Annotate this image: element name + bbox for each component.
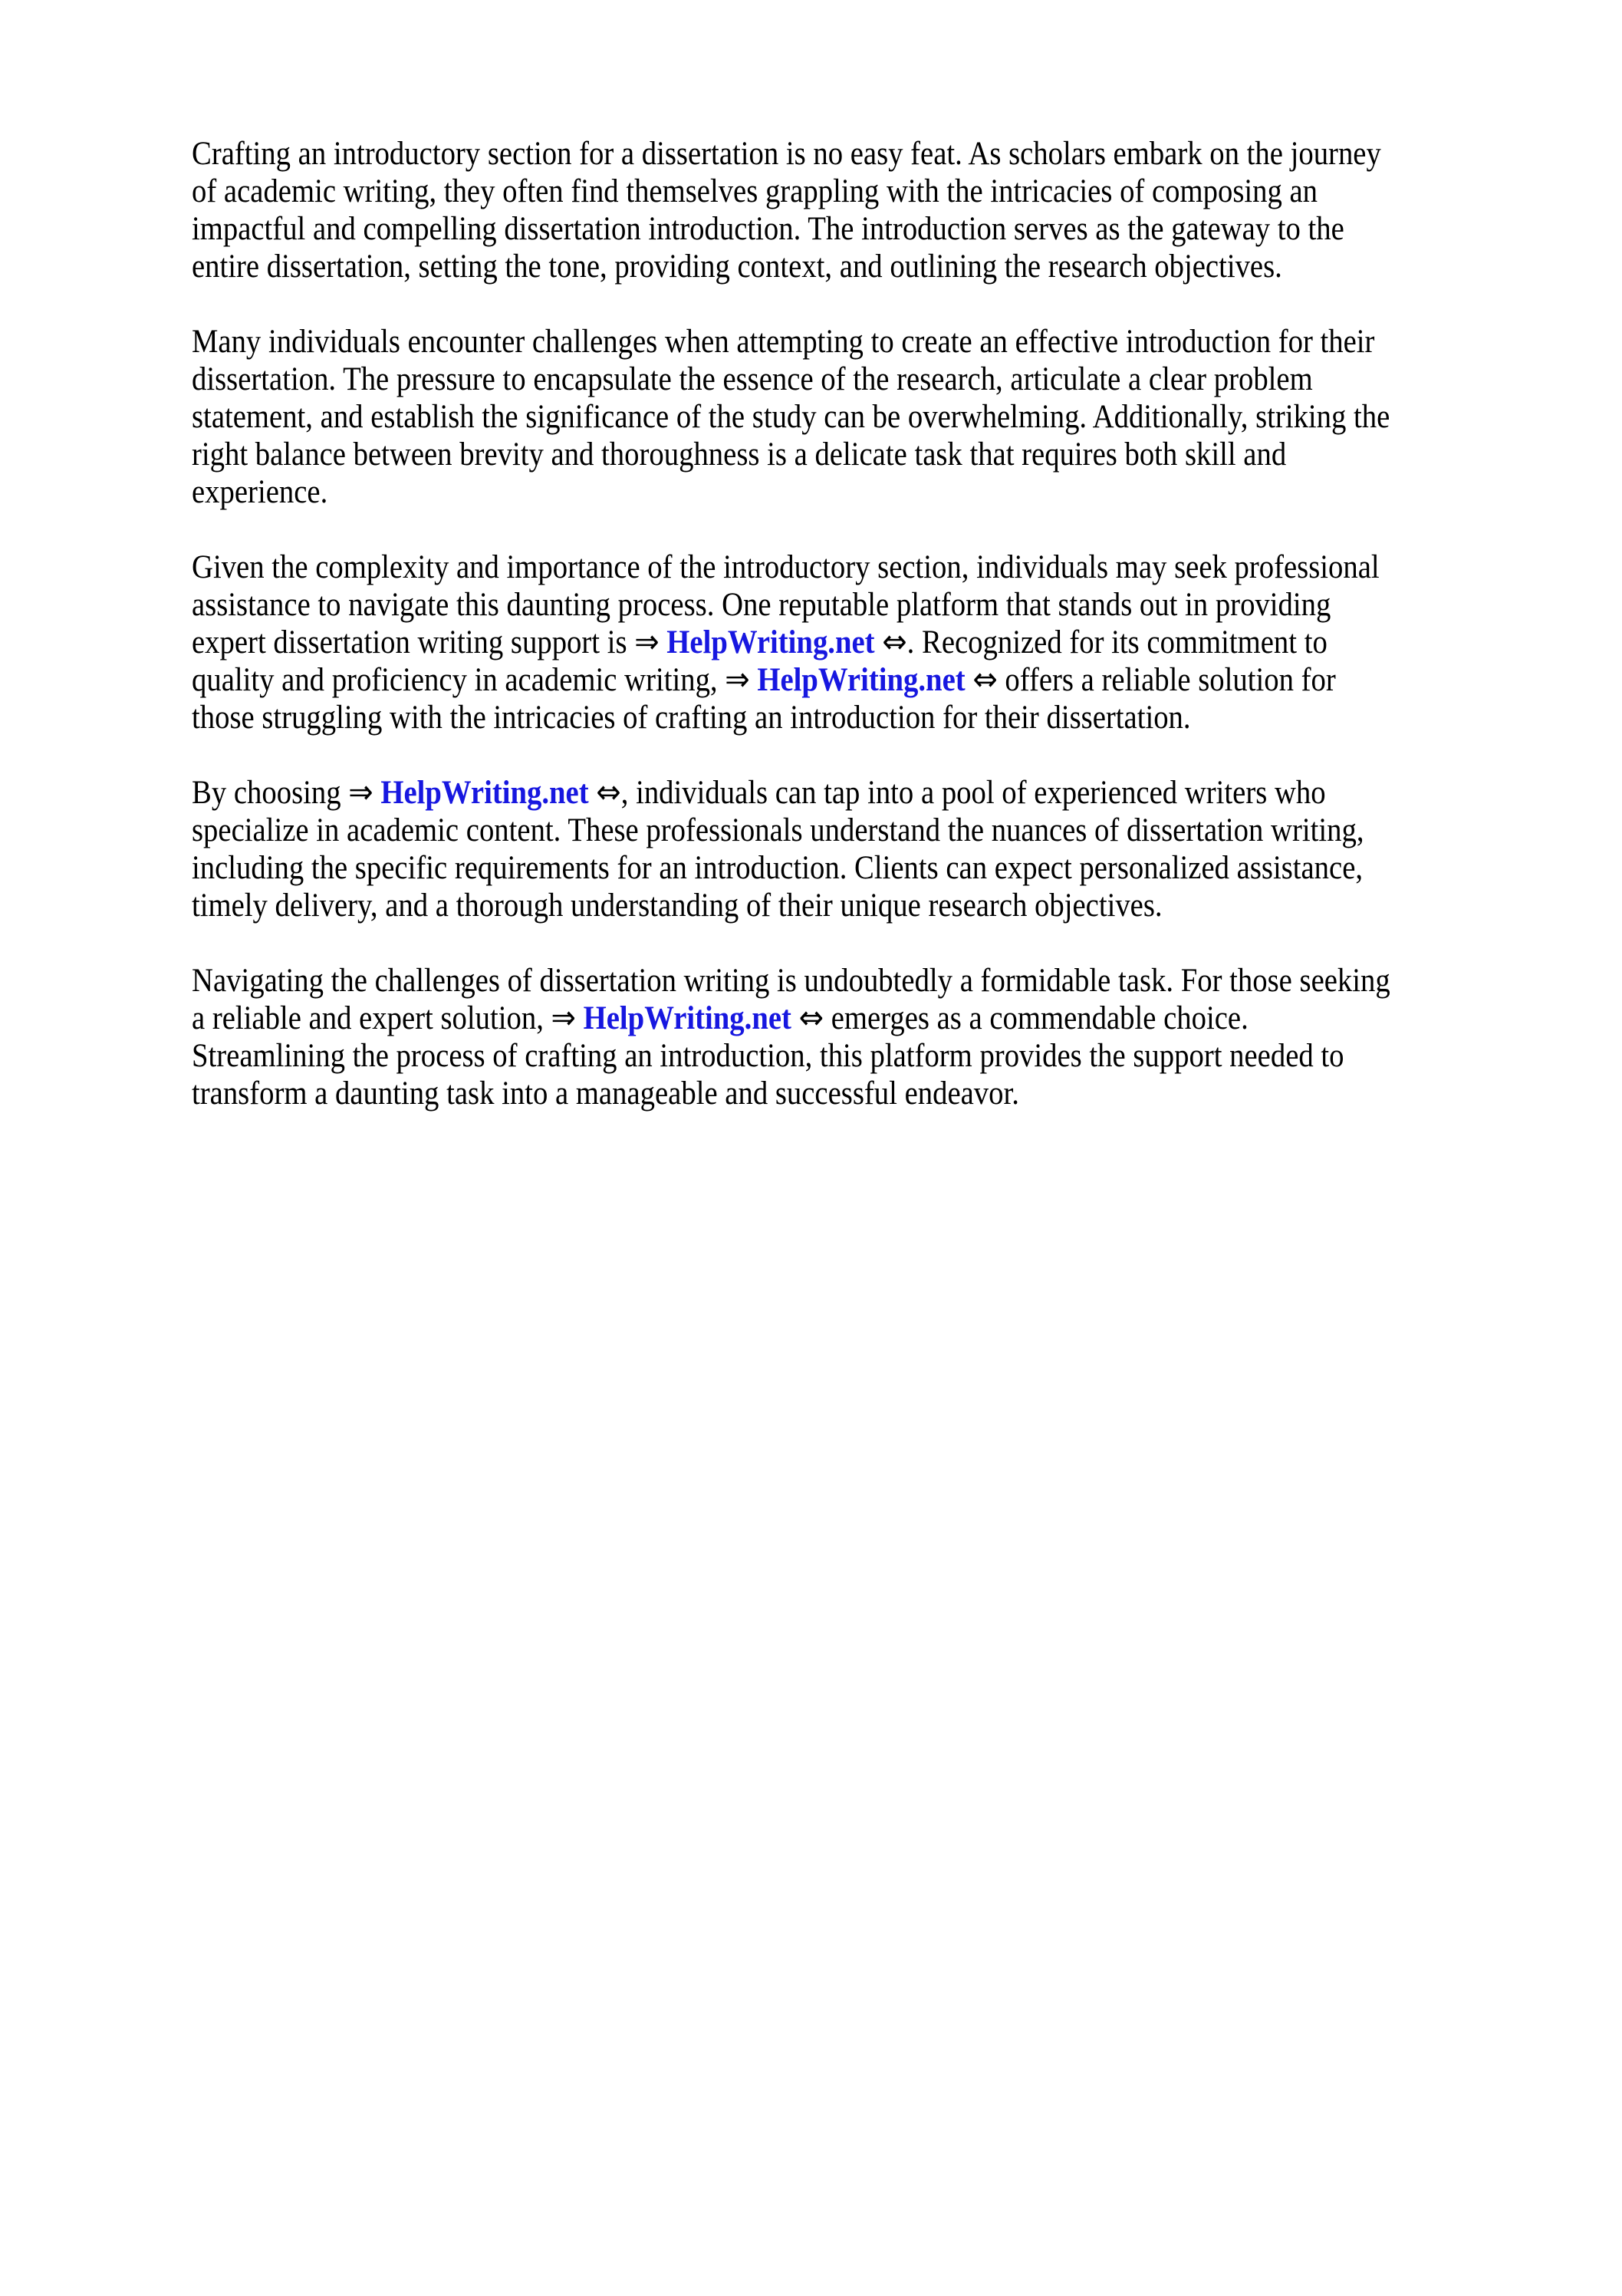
double-arrow-left-right-icon: ⇔ (972, 660, 998, 699)
text-line (192, 135, 1538, 173)
text-line (192, 361, 1538, 398)
body-text: those struggling with the intricacies of crafting an introduction for their dissertation. (192, 700, 1191, 736)
body-text: statement, and establish the significance of the study can be overwhelming. Additionally, striking the (192, 399, 1390, 435)
body-text: Crafting an introductory section for a dissertation is no easy feat. As scholars embark on the journey (192, 136, 1381, 172)
paragraph (192, 135, 1538, 285)
body-text: offers a reliable solution for (997, 662, 1336, 698)
double-arrow-right-icon: ⇒ (634, 623, 660, 661)
helpwriting-net-link[interactable]: HelpWriting.net (380, 775, 589, 811)
paragraph (192, 548, 1538, 736)
body-text: emerges as a commendable choice. (824, 1000, 1249, 1036)
body-text (589, 775, 597, 811)
text-line (192, 962, 1538, 1000)
body-text (750, 662, 758, 698)
body-text: Given the complexity and importance of the introductory section, individuals may seek professional (192, 549, 1380, 585)
body-text: right balance between brevity and thoroughness is a delicate task that requires both skill and (192, 436, 1287, 473)
text-line (192, 586, 1538, 624)
text-line (192, 812, 1538, 849)
text-line (192, 473, 1538, 511)
body-text: impactful and compelling dissertation introduction. The introduction serves as the gateway to the (192, 211, 1344, 247)
body-text: Navigating the challenges of dissertation writing is undoubtedly a formidable task. For those seeking (192, 963, 1390, 999)
text-line (192, 248, 1538, 285)
double-arrow-right-icon: ⇒ (348, 773, 373, 812)
body-text: assistance to navigate this daunting process. One reputable platform that stands out in providing (192, 587, 1331, 623)
text-line (192, 849, 1538, 887)
body-text: dissertation. The pressure to encapsulate the essence of the research, articulate a clear problem (192, 361, 1313, 397)
body-text: Many individuals encounter challenges when attempting to create an effective introduction for their (192, 324, 1375, 360)
body-text: experience. (192, 474, 328, 510)
body-text (791, 1000, 799, 1036)
body-text (660, 624, 667, 660)
paragraph (192, 774, 1538, 924)
text-line (192, 398, 1538, 436)
text-line (192, 1075, 1538, 1112)
text-line (192, 1037, 1538, 1075)
text-line (192, 173, 1538, 210)
helpwriting-net-link[interactable]: HelpWriting.net (666, 624, 875, 660)
text-line (192, 323, 1538, 361)
double-arrow-left-right-icon: ⇔ (882, 623, 907, 661)
double-arrow-right-icon: ⇒ (551, 999, 576, 1037)
body-text: a reliable and expert solution, (192, 1000, 551, 1036)
body-text (966, 662, 973, 698)
text-line (192, 548, 1538, 586)
helpwriting-net-link[interactable]: HelpWriting.net (583, 1000, 791, 1036)
body-text: . Recognized for its commitment to (906, 624, 1328, 660)
text-line (192, 887, 1538, 924)
body-text: expert dissertation writing support is (192, 624, 635, 660)
body-text: transform a daunting task into a manageable and successful endeavor. (192, 1076, 1019, 1112)
body-text: quality and proficiency in academic writing, (192, 662, 725, 698)
helpwriting-net-link[interactable]: HelpWriting.net (757, 662, 966, 698)
body-text: timely delivery, and a thorough understanding of their unique research objectives. (192, 888, 1163, 924)
double-arrow-left-right-icon: ⇔ (798, 999, 824, 1037)
body-text: , individuals can tap into a pool of experienced writers who (620, 775, 1326, 811)
text-line (192, 624, 1538, 661)
body-text: Streamlining the process of crafting an introduction, this platform provides the support needed to (192, 1038, 1344, 1074)
body-text (576, 1000, 584, 1036)
text-line (192, 774, 1538, 812)
text-line (192, 1000, 1538, 1037)
paragraph (192, 323, 1538, 511)
text-line (192, 699, 1538, 736)
body-text: of academic writing, they often find themselves grappling with the intricacies of composing an (192, 173, 1318, 209)
body-text: including the specific requirements for an introduction. Clients can expect personalized assistance, (192, 850, 1364, 886)
body-text: By choosing (192, 775, 349, 811)
body-text (373, 775, 381, 811)
body-text (875, 624, 883, 660)
text-line (192, 210, 1538, 248)
text-line (192, 661, 1538, 699)
double-arrow-left-right-icon: ⇔ (596, 773, 621, 812)
paragraph (192, 962, 1538, 1112)
document-text-block (192, 135, 1538, 1150)
double-arrow-right-icon: ⇒ (725, 660, 750, 699)
body-text: specialize in academic content. These professionals understand the nuances of dissertation writing, (192, 812, 1364, 848)
body-text: entire dissertation, setting the tone, providing context, and outlining the research objectives. (192, 249, 1282, 285)
text-line (192, 436, 1538, 473)
